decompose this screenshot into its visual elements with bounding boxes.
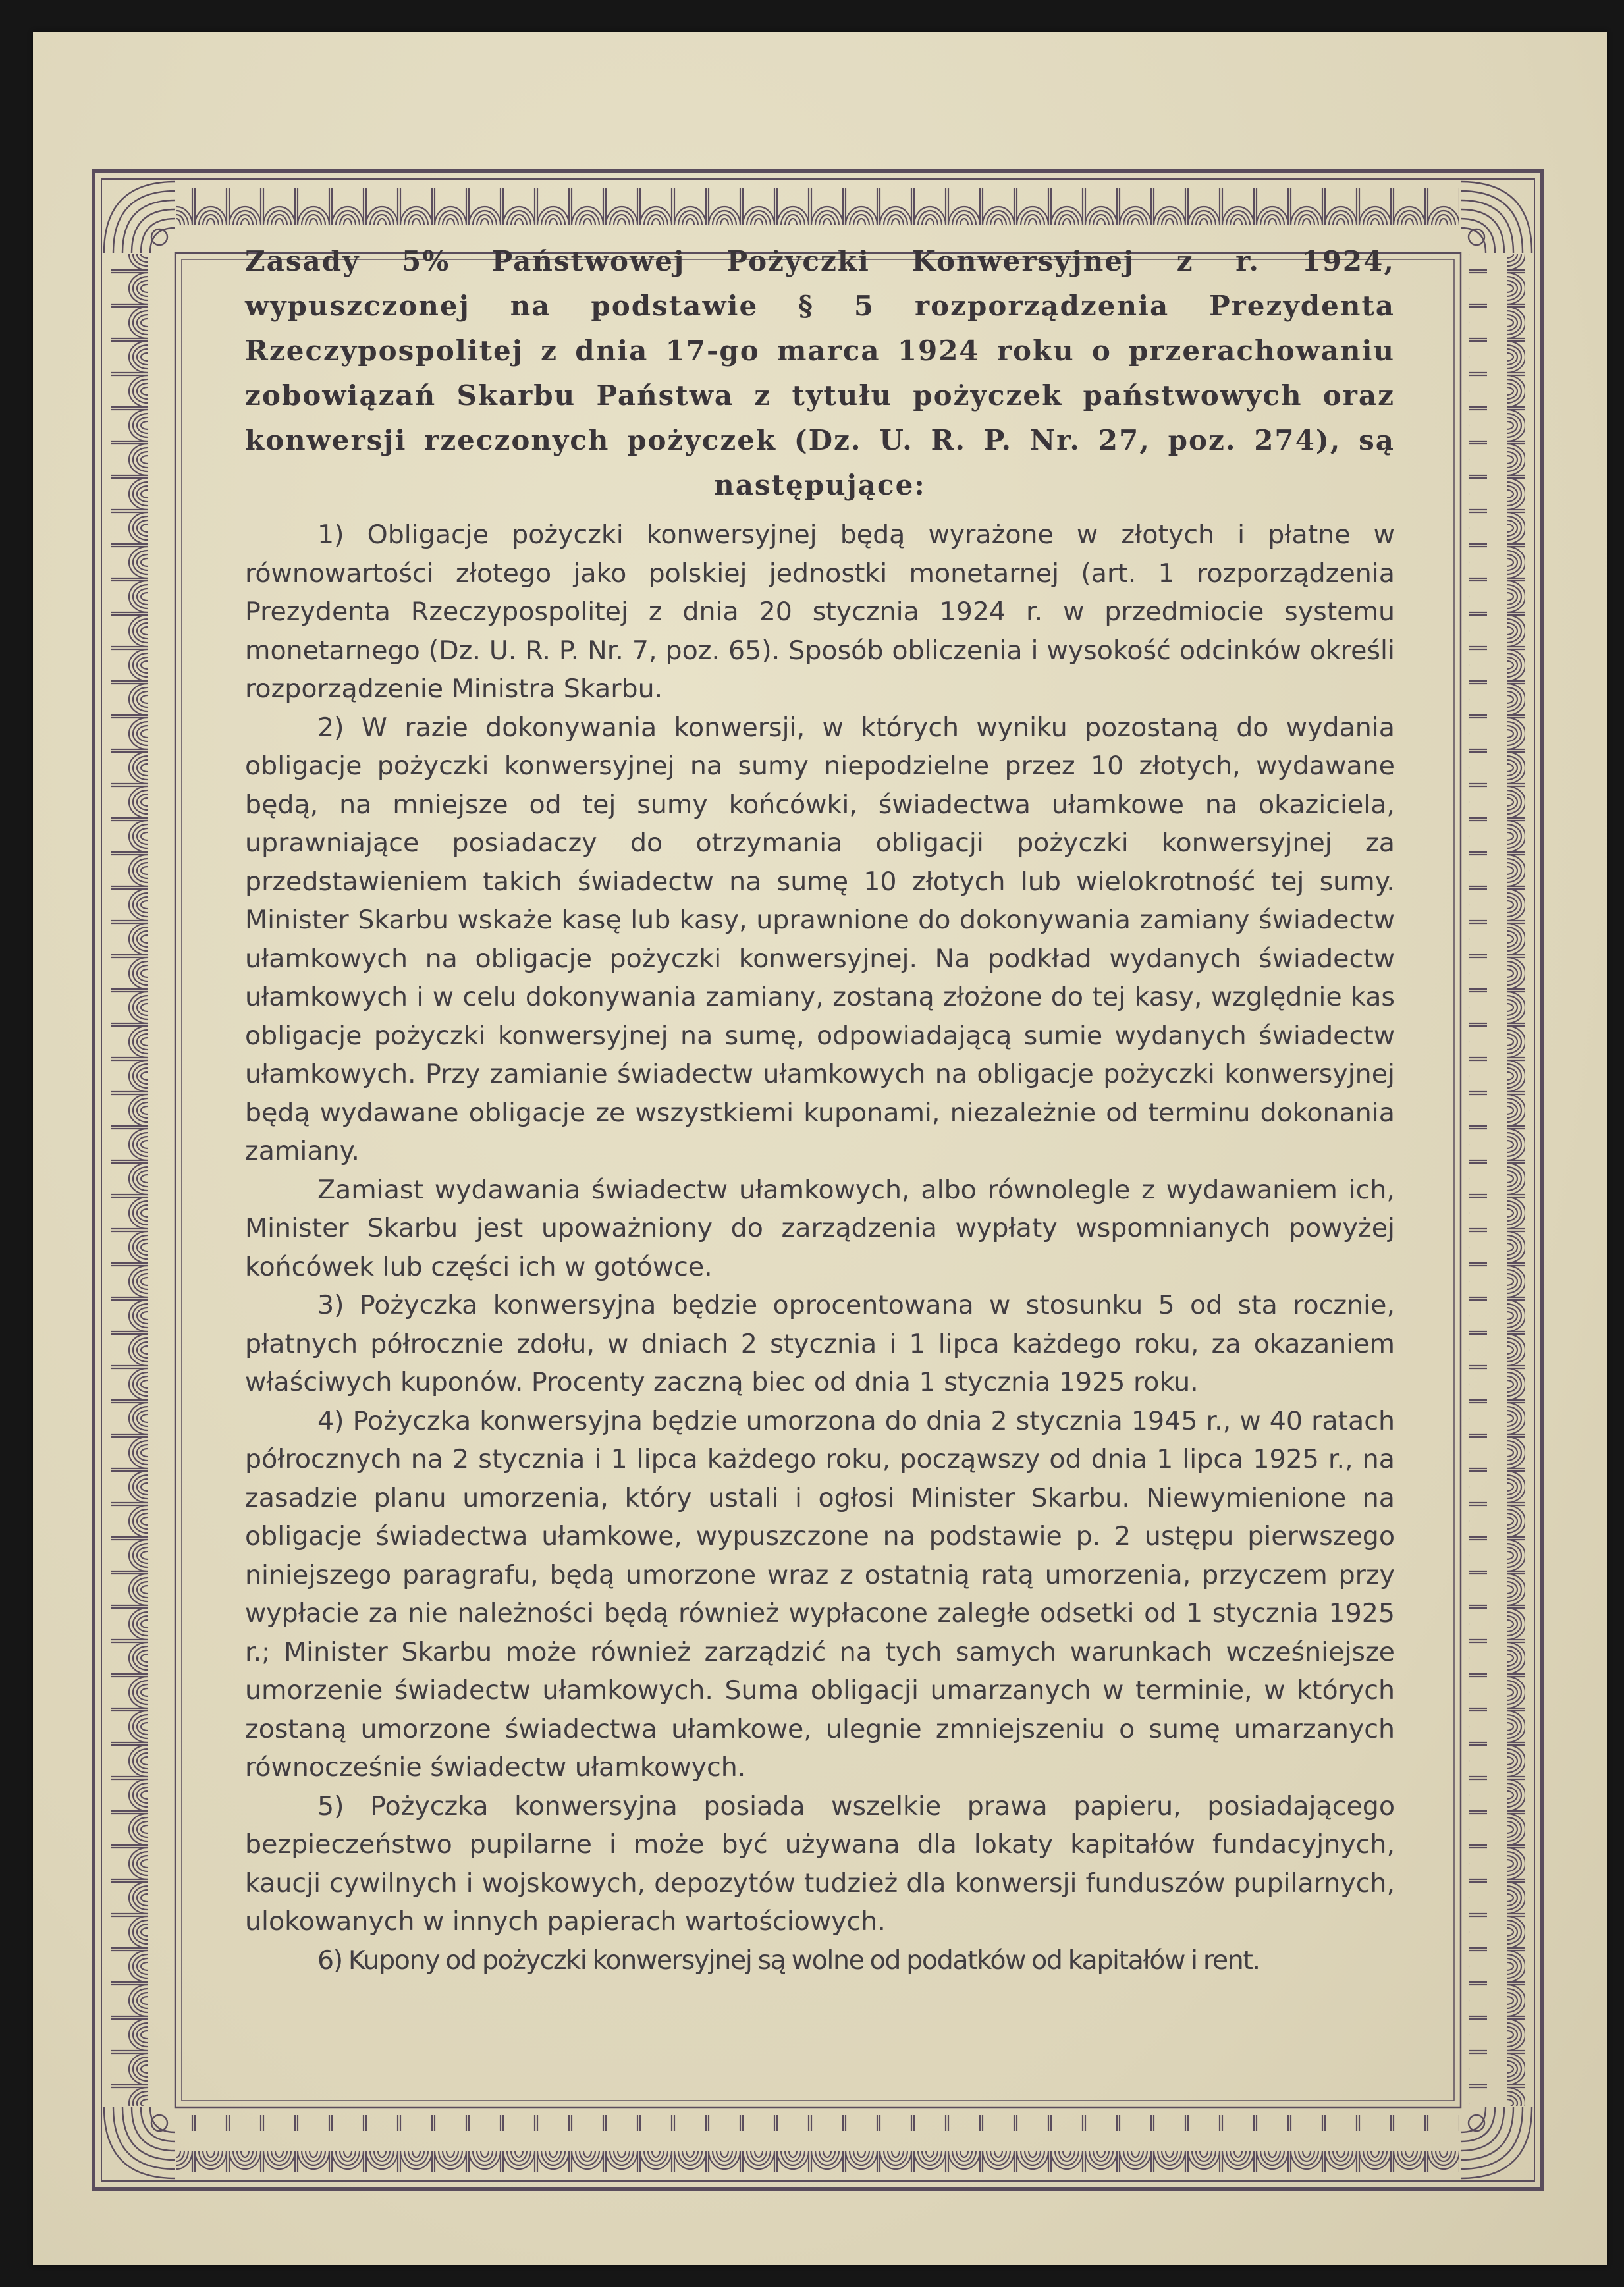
document-title: Zasady 5% Państwowej Pożyczki Konwersyjnej z r. 1924, wypuszczonej na podstawie § 5 rozporządzenia Prezydenta Rzeczypospolitej z dnia 17-go marca 1924 roku o przerachowaniu zobowiązań Skarbu Państwa z tytułu pożyczek państwowych oraz konwersji rzeczonych pożyczek (Dz. U. R. P. Nr. 27, poz. 274), są następujące: (245, 245, 1395, 501)
document-body (245, 239, 1395, 1979)
paragraph-5: 5) Pożyczka konwersyjna posiada wszelkie prawa papieru, posiadającego bezpieczeństwo pupilarne i może być używana dla lokaty kapitałów fundacyjnych, kaucji cywilnych i wojskowych, depozytów tudzież dla konwersji funduszów pupilarnych, ulokowanych w innych papierach wartościowych. (245, 1790, 1395, 1937)
bond-sheet (33, 32, 1607, 2265)
paragraph-3: 3) Pożyczka konwersyjna będzie oprocentowana w stosunku 5 od sta rocznie, płatnych półrocznie zdołu, w dniach 2 stycznia i 1 lipca każdego roku, za okazaniem właściwych kuponów. Procenty zaczną biec od dnia 1 stycznia 1925 roku. (245, 1290, 1395, 1397)
border-band-left (111, 254, 167, 2106)
border-band-bottom (176, 2115, 1459, 2172)
paragraph-2-continued: Zamiast wydawania świadectw ułamkowych, albo równolegle z wydawaniem ich, Minister Skarbu jest upoważniony do zarządzenia wypłaty wspomnianych powyżej końcówek lub części ich w gotówce. (245, 1174, 1395, 1282)
border-band-top (176, 188, 1459, 245)
paragraph-4: 4) Pożyczka konwersyjna będzie umorzona do dnia 2 stycznia 1945 r., w 40 ratach półrocznych na 2 stycznia i 1 lipca każdego roku, począwszy od dnia 1 lipca 1925 r., na zasadzie planu umorzenia, który ustali i ogłosi Minister Skarbu. Niewymienione na obligacje świadectwa ułamkowe, wypuszczone na podstawie p. 2 ustępu pierwszego niniejszego paragrafu, będą umorzone wraz z ostatnią ratą umorzenia, przyczem przy wypłacie za nie należności będą również wypłacone zaległe odsetki od 1 stycznia 1925 r.; Minister Skarbu może również zarządzić na tych samych warunkach wcześniejsze umorzenie świadectw ułamkowych. Suma obligacji umarzanych w terminie, w których zostaną umorzone świadectwa ułamkowe, ulegnie zmniejszeniu o sumę umarzanych równocześnie świadectw ułamkowych. (245, 1405, 1395, 1783)
paragraph-6: 6) Kupony od pożyczki konwersyjnej są wolne od podatków od kapitałów i rent. (317, 1945, 1260, 1976)
paragraph-1: 1) Obligacje pożyczki konwersyjnej będą wyrażone w złotych i płatne w równowartości złotego jako polskiej jednostki monetarnej (art. 1 rozporządzenia Prezydenta Rzeczypospolitej z dnia 20 stycznia 1924 r. w przedmiocie systemu monetarnego (Dz. U. R. P. Nr. 7, poz. 65). Sposób obliczenia i wysokość odcinków określi rozporządzenie Ministra Skarbu. (245, 520, 1395, 704)
paragraph-2: 2) W razie dokonywania konwersji, w których wyniku pozostaną do wydania obligacje pożyczki konwersyjnej na sumy niepodzielne przez 10 złotych, wydawane będą, na mniejsze od tej sumy końcówki, świadectwa ułamkowe na okaziciela, uprawniające posiadaczy do otrzymania obligacji pożyczki konwersyjnej za przedstawieniem takich świadectw na sumę 10 złotych lub wielokrotność tej sumy. Minister Skarbu wskaże kasę lub kasy, uprawnione do dokonywania zamiany świadectw ułamkowych na obligacje pożyczki konwersyjnej. Na podkład wydanych świadectw ułamkowych i w celu dokonywania zamiany, zostaną złożone do tej kasy, względnie kas obligacje pożyczki konwersyjnej na sumę, odpowiadającą sumie wydanych świadectw ułamkowych. Przy zamianie świadectw ułamkowych na obligacje pożyczki konwersyjnej będą wydawane obligacje ze wszystkiemi kuponami, niezależnie od terminu dokonania zamiany. (245, 712, 1395, 1166)
border-band-right (1469, 254, 1525, 2106)
